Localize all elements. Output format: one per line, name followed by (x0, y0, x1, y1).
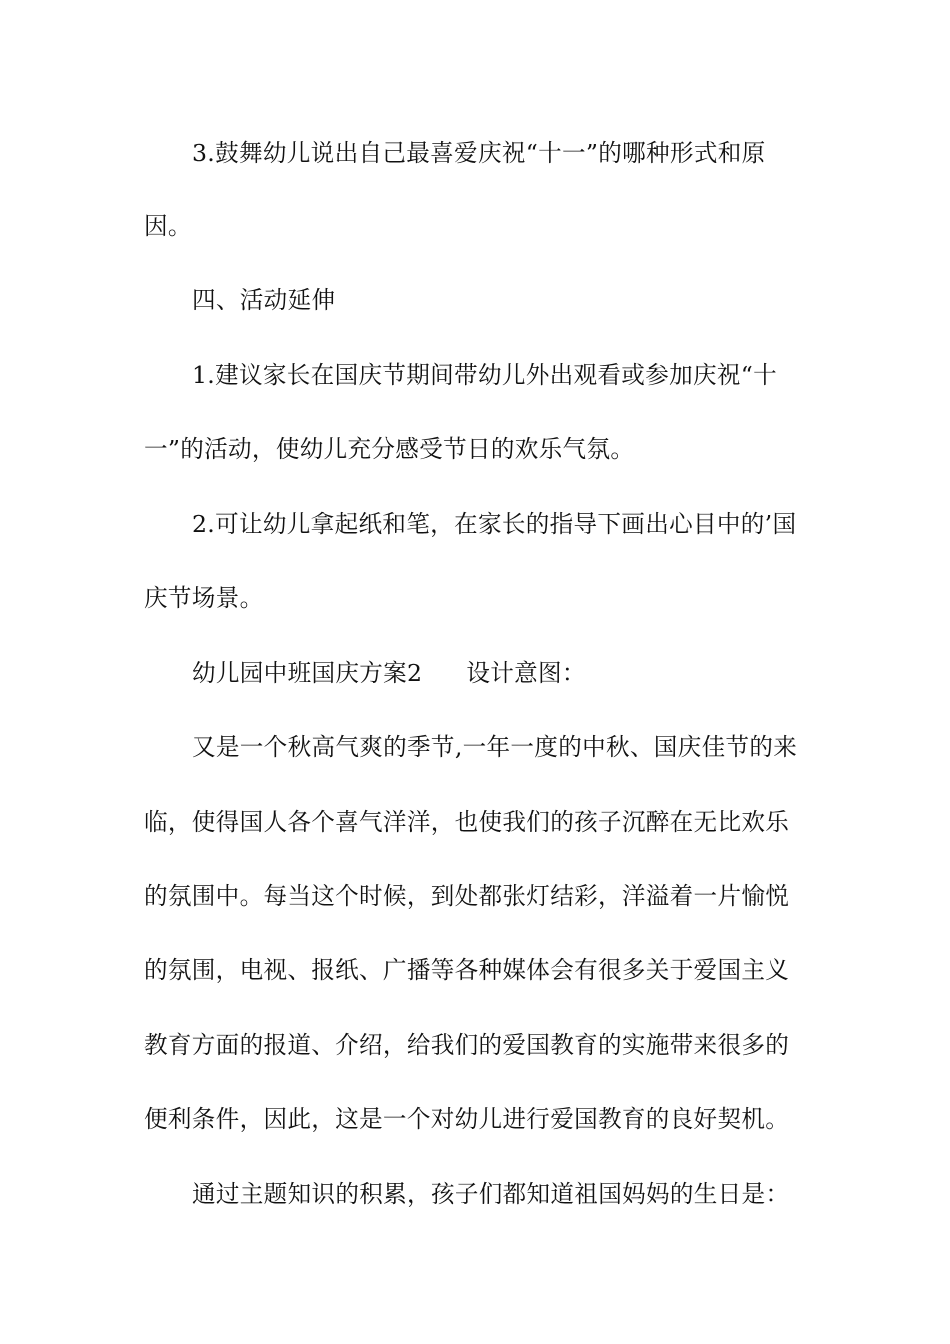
paragraph-line: 3.鼓舞幼儿说出自己最喜爱庆祝“十一”的哪种形式和原 (192, 139, 766, 167)
paragraph-line: 1.建议家长在国庆节期间带幼儿外出观看或参加庆祝“十 (192, 361, 778, 389)
paragraph-line: 庆节场景。 (144, 584, 264, 612)
paragraph-line: 的氛围，电视、报纸、广播等各种媒体会有很多关于爱国主义 (144, 956, 790, 984)
paragraph-line: 的氛围中。每当这个时候，到处都张灯结彩，洋溢着一片愉悦 (144, 882, 790, 910)
paragraph-line: 通过主题知识的积累，孩子们都知道祖国妈妈的生日是： (192, 1180, 790, 1208)
section-heading: 四、活动延伸 (192, 286, 336, 314)
paragraph-line: 因。 (144, 212, 192, 240)
paragraph-line: 便利条件，因此，这是一个对幼儿进行爱国教育的良好契机。 (144, 1105, 790, 1133)
paragraph-line: 临，使得国人各个喜气洋洋，也使我们的孩子沉醉在无比欢乐 (144, 808, 790, 836)
paragraph-line: 教育方面的报道、介绍，给我们的爱国教育的实施带来很多的 (144, 1031, 790, 1059)
design-intent-label: 设计意图： (466, 659, 586, 687)
paragraph-line: 2.可让幼儿拿起纸和笔，在家长的指导下画出心目中的’国 (192, 510, 797, 538)
paragraph-line: 一”的活动，使幼儿充分感受节日的欢乐气氛。 (144, 435, 635, 463)
plan-title: 幼儿园中班国庆方案2 (192, 659, 423, 687)
plan-heading-line (0, 653, 950, 693)
paragraph-line: 又是一个秋高气爽的季节,一年一度的中秋、国庆佳节的来 (192, 733, 798, 761)
